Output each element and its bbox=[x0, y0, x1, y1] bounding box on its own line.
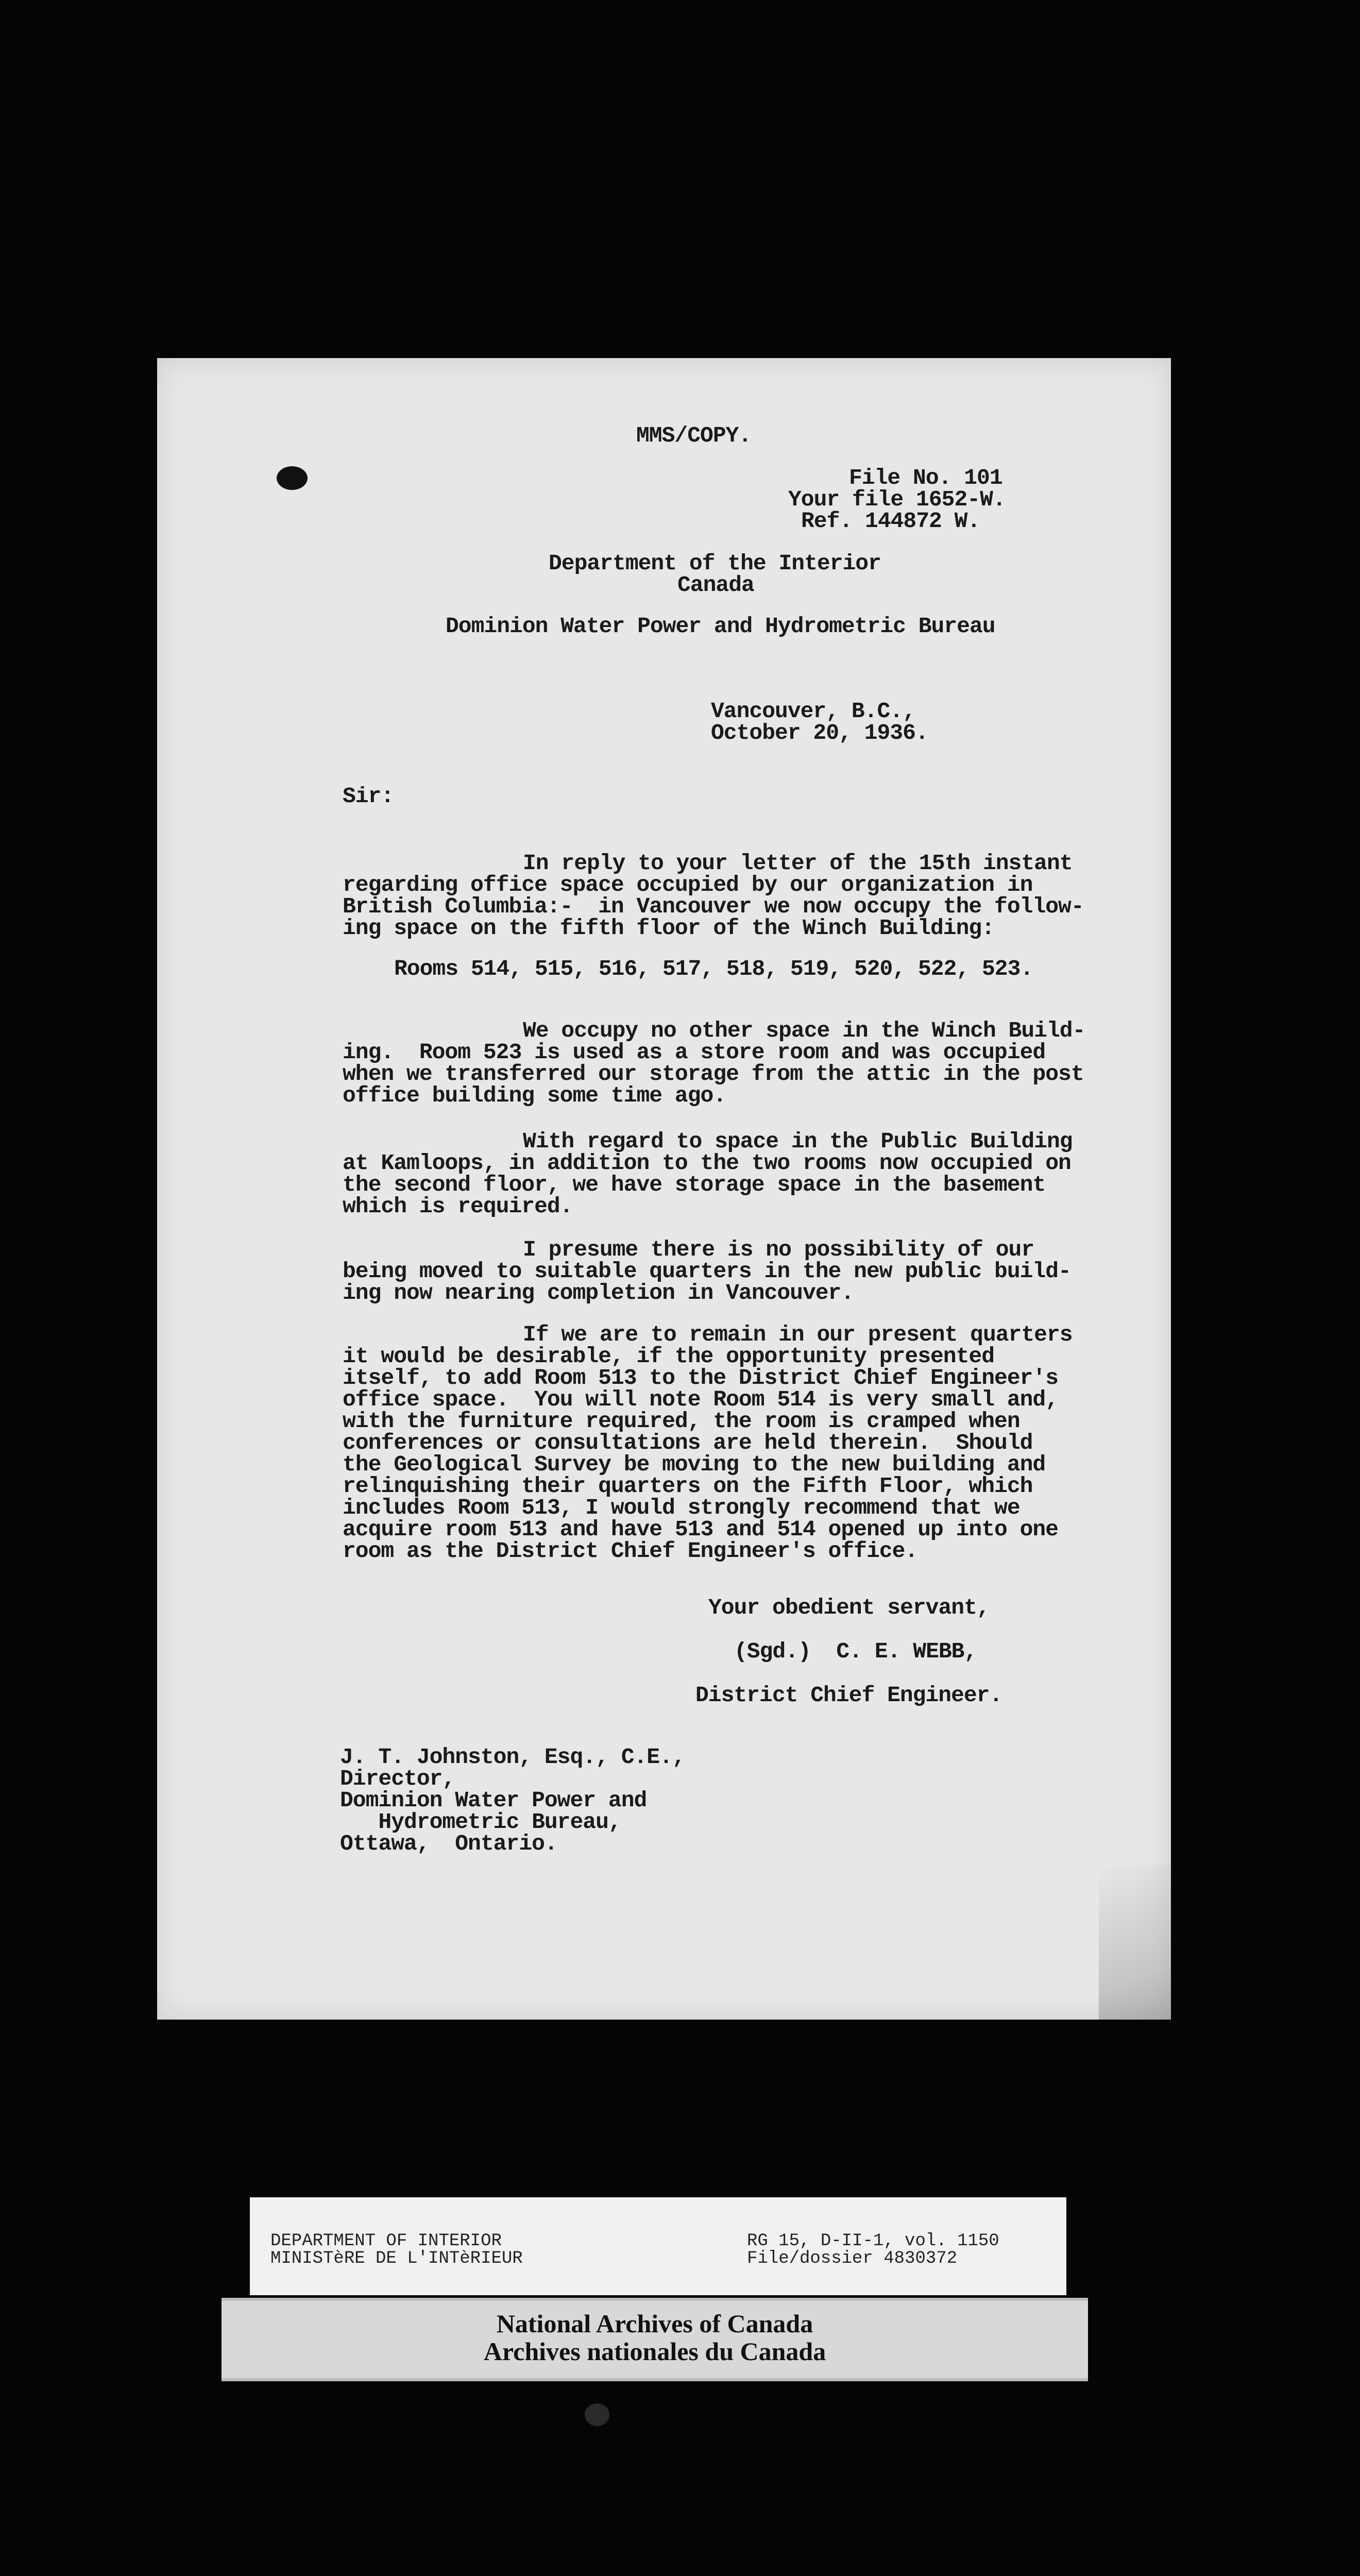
archives-name-french: Archives nationales du Canada bbox=[483, 2337, 826, 2366]
page-curl bbox=[1099, 1865, 1171, 2020]
signer-title: District Chief Engineer. bbox=[695, 1683, 1002, 1708]
rooms-list: Rooms 514, 515, 516, 517, 518, 519, 520, 522, 523. bbox=[394, 956, 1033, 981]
record-group-reference: RG 15, D-II-1, vol. 1150 bbox=[747, 2231, 999, 2251]
reference: Ref. 144872 W. bbox=[801, 509, 980, 534]
punch-hole bbox=[277, 466, 308, 490]
department-french: MINISTèRE DE L'INTèRIEUR bbox=[270, 2249, 523, 2268]
country-heading: Canada bbox=[677, 572, 754, 598]
letter-place: Vancouver, B.C., bbox=[711, 699, 915, 724]
paragraph-5 bbox=[343, 1324, 1073, 1562]
paragraph-1 bbox=[343, 853, 1084, 939]
paragraph-3-text: With regard to space in the Public Building at Kamloops, in addition to the two rooms now occupied on the second floor, we have storage space in the basement which is required. bbox=[343, 1129, 1073, 1219]
department-heading: Department of the Interior bbox=[549, 551, 881, 576]
copy-mark: MMS/COPY. bbox=[636, 423, 752, 448]
letter-page bbox=[157, 358, 1171, 2020]
salutation: Sir: bbox=[343, 784, 394, 809]
letter-date: October 20, 1936. bbox=[711, 720, 928, 745]
paragraph-2 bbox=[343, 1020, 1085, 1107]
paragraph-2-text: We occupy no other space in the Winch Build- ing. Room 523 is used as a store room and was occupied when we transferred our storage from the attic in the post office building some time ago. bbox=[343, 1018, 1085, 1108]
paragraph-3 bbox=[343, 1131, 1073, 1217]
department-english: DEPARTMENT OF INTERIOR bbox=[270, 2231, 502, 2251]
archives-name-english: National Archives of Canada bbox=[496, 2309, 813, 2338]
closing: Your obedient servant, bbox=[708, 1595, 990, 1620]
recipient-address: J. T. Johnston, Esq., C.E., Director, Dominion Water Power and Hydrometric Bureau, Ottawa, Ontario. bbox=[340, 1744, 685, 1856]
archives-banner bbox=[222, 2298, 1088, 2381]
paragraph-4 bbox=[343, 1239, 1071, 1304]
bureau-heading: Dominion Water Power and Hydrometric Bureau bbox=[446, 614, 995, 639]
file-dossier-number: File/dossier 4830372 bbox=[747, 2249, 958, 2268]
your-file: Your file 1652-W. bbox=[788, 487, 1006, 512]
file-number: File No. 101 bbox=[849, 465, 1002, 490]
archive-reference-label bbox=[250, 2197, 1066, 2295]
paragraph-5-text: If we are to remain in our present quarters it would be desirable, if the opportunity presented itself, to add Room 513 to the District Chief Engineer's office space. You will note Room 514 is very small and, with the furniture required, the room is cramped when conferences or consultations are held therein. Should the Geological Survey be moving to the new building and relinquishing their quarters on the Fifth Floor, which includes Room 513, I would strongly recommend that we acquire room 513 and have 513 and 514 opened up into one room as the District Chief Engineer's office. bbox=[343, 1322, 1073, 1564]
signature: (Sgd.) C. E. WEBB, bbox=[734, 1639, 977, 1664]
paragraph-4-text: I presume there is no possibility of our being moved to suitable quarters in the new public build- ing now nearing completion in Vancouver. bbox=[343, 1237, 1071, 1306]
paragraph-1-text: In reply to your letter of the 15th instant regarding office space occupied by our organization in British Columbia:- in Vancouver we now occupy the follow- ing space on the fifth floor of the Winch Building: bbox=[343, 851, 1084, 941]
film-spot bbox=[585, 2403, 609, 2426]
